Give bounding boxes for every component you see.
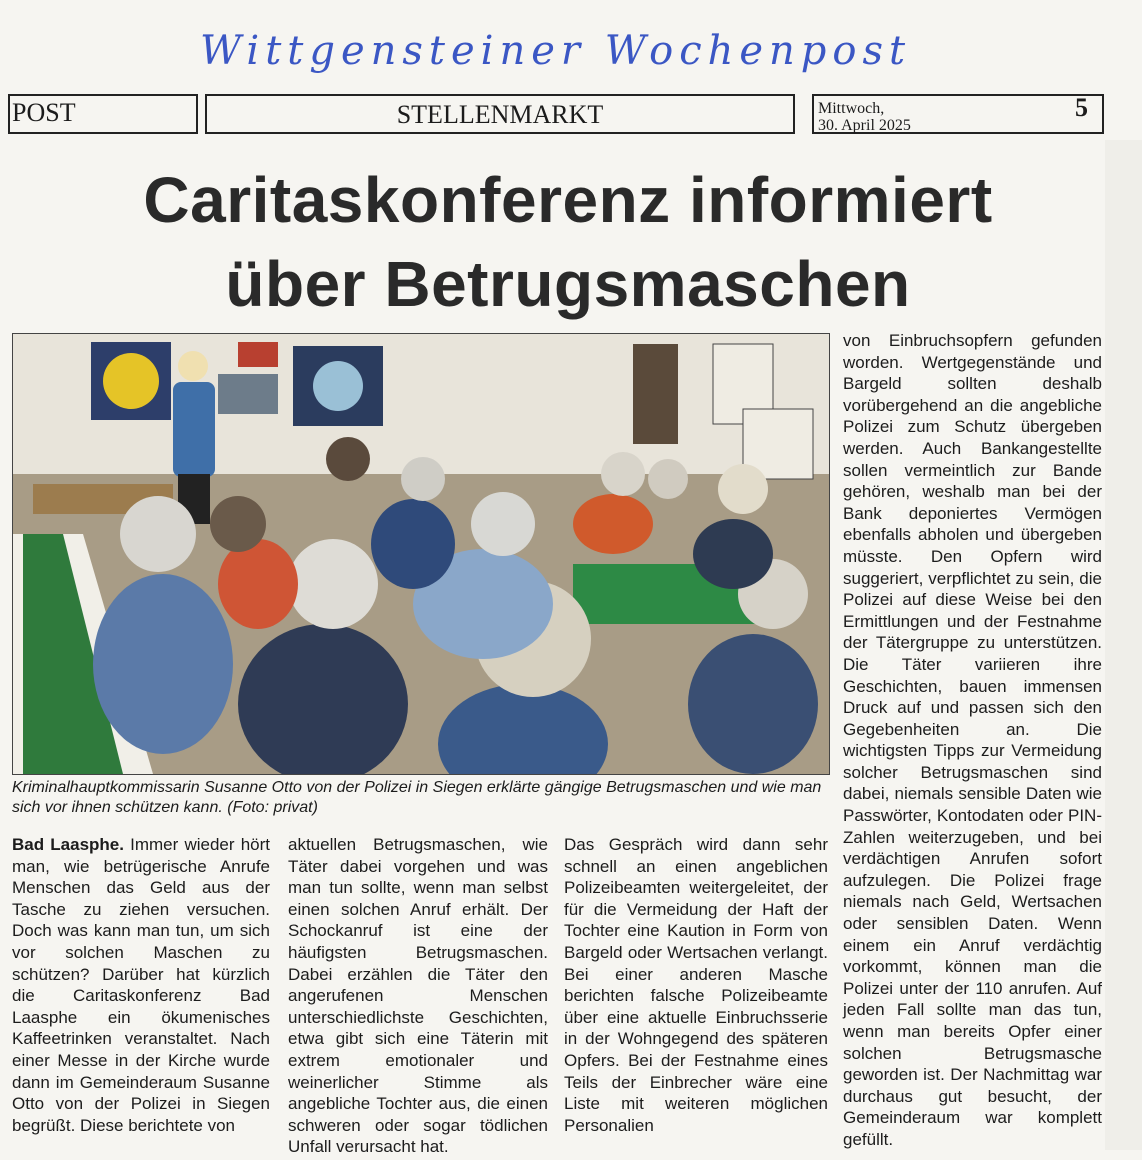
- header-date-box: [812, 94, 1104, 134]
- column-1-text: Immer wieder hört man, wie betrügerische Anrufe Menschen das Geld aus der Tasche zu ziehen versuchen. Doch was kann man tun, um sich vor solchen Maschen zu schützen? Darüber hat kürzlich die Caritaskonferenz Bad Laasphe ein ökumenisches Kaffeetrinken veranstaltet. Nach einer Messe in der Kirche wurde dann im Gemeinderaum Susanne Otto von der Polizei in Siegen begrüßt. Diese berichtete von: [12, 835, 270, 1135]
- article-headline: [8, 158, 1128, 326]
- dateline: Bad Laasphe.: [12, 835, 124, 854]
- header-left-section: [8, 94, 198, 134]
- headline-line-2: über Betrugsmaschen: [225, 248, 911, 320]
- header-section: [205, 94, 795, 134]
- left-section-label: POST: [12, 98, 76, 127]
- photo-illustration: [13, 334, 829, 774]
- article-column-2: aktuellen Betrugsmaschen, wie Täter dabei vorgehen und was man tun sollte, wenn man selbst einen solchen Anruf erhält. Der Schockanruf ist eine der häufigsten Betrugsmaschen. Dabei erzählen die Täter den angerufenen Menschen unterschiedlichste Geschichten, etwa gibt sich eine Täterin mit extrem emotionaler und weinerlicher Stimme als angebliche Tochter aus, die einen schweren oder sogar tödlichen Unfall verursacht hat.: [288, 835, 548, 1157]
- page-number: 5: [1075, 93, 1088, 122]
- photo-caption: Kriminalhauptkommissarin Susanne Otto von der Polizei in Siegen erklärte gängige Betrugsmaschen und wie man sich vor ihnen schützen kann. (Foto: privat): [12, 779, 822, 816]
- section-label: STELLENMARKT: [396, 100, 604, 129]
- article-column-1: [12, 834, 270, 1136]
- handwritten-note: Wittgensteiner Wochenpost: [200, 28, 912, 74]
- article-column-4: von Einbruchsopfern gefunden worden. Wertgegenstände und Bargeld sollten deshalb vorübergehend an die angebliche Polizei zum Schutz übergeben werden. Auch Bankangestellte sollen vermeintlich zur Bande gehören, weshalb man bei der Bank deponiertes Vermögen ebenfalls abholen und übergeben müsste. Den Opfern wird suggeriert, verpflichtet zu sein, die Polizei auf diese Weise bei den Ermittlungen und der Festnahme der Tätergruppe zu unterstützen. Die Täter variieren ihre Geschichten, bauen immensen Druck auf und passen sich den Gegebenheiten an. Die wichtigsten Tipps zur Vermeidung solcher Betrugsmaschen sind dabei, niemals sensible Daten wie Passwörter, Kontodaten oder PIN-Zahlen weiterzugeben, und bei verdächtigen Anrufen sofort aufzulegen. Die Polizei frage niemals nach Geld, Wertsachen oder sensiblen Daten. Wenn einem ein Anruf verdächtig vorkommt, können man die Polizei unter der 110 anrufen. Auf jeden Fall sollte man das tun, wenn man bereits Opfer einer solchen Betrugsmasche geworden ist. Der Nachmittag war durchaus gut besucht, der Gemeinderaum war komplett gefüllt.: [843, 331, 1102, 1149]
- header-date: 30. April 2025: [818, 117, 911, 134]
- article-column-3: Das Gespräch wird dann sehr schnell an einen angeblichen Polizeibeamten weitergeleitet, der für die Vermeidung der Haft der Tochter eine Kaution in Form von Bargeld oder Wertsachen verlangt. Bei einer anderen Masche berichten falsche Polizeibeamte über eine aktuelle Einbruchsserie in der Wohngegend des späteren Opfers. Bei der Festnahme eines Teils der Einbrecher wäre eine Liste mit weiteren möglichen Personalien: [564, 835, 828, 1135]
- article-photo: [12, 333, 830, 775]
- headline-line-1: Caritaskonferenz informiert: [143, 164, 993, 236]
- header-day: Mittwoch,: [818, 100, 885, 117]
